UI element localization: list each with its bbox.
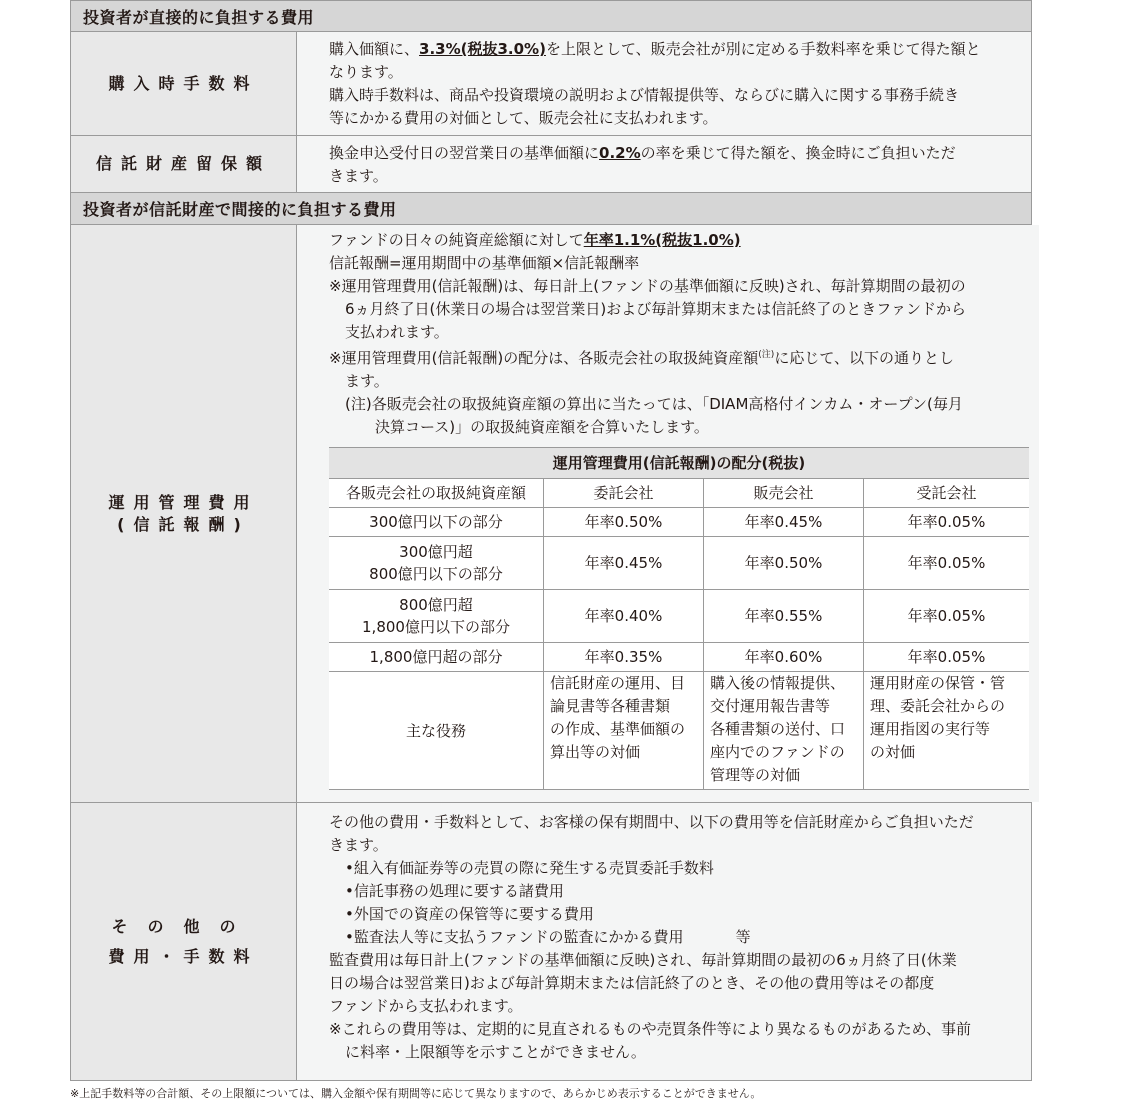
table-row: 800億円超 1,800億円以下の部分 年率0.40% 年率0.55% 年率0.05% <box>329 590 1029 643</box>
list-item: •組入有価証券等の売買の際に発生する売買委託手数料 <box>345 859 714 877</box>
row-other-fees <box>70 803 1032 1081</box>
label-purchase-fee: 購入時手数料 <box>71 32 297 135</box>
content-other-fees: その他の費用・手数料として、お客様の保有期間中、以下の費用等を信託財産からご負担いただ きます。 •組入有価証券等の売買の際に発生する売買委託手数料 •信託事務の処理に要する諸費用 •外国での資産の保管等に要する費用 •監査法人等に支払うファンドの監査にかかる費用 等 監査費用は毎日計上(ファンドの基準価額に反映)され、毎計算期間の最初の6ヵ月終了日(休業 日の場合は翌営業日)および毎計算期末または信託終了のとき、その他の費用等はその都度 ファンドから支払われます。 ※これらの費用等は、定期的に見直されるものや売買条件等により異なるものがあるため、事前 に料率・上限額等を示すことができません。 <box>297 803 1031 1080</box>
table-header-row: 各販売会社の取扱純資産額 委託会社 販売会社 受託会社 <box>329 479 1029 508</box>
list-item: •外国での資産の保管等に要する費用 <box>345 905 594 923</box>
section-header-indirect: 投資者が信託財産で間接的に負担する費用 <box>70 193 1032 225</box>
content-retention: 換金申込受付日の翌営業日の基準価額に0.2%の率を乗じて得た額を、換金時にご負担いただ きます。 <box>297 136 1031 192</box>
footnote-net-assets: (注)各販売会社の取扱純資産額の算出に当たっては、「DIAM高格付インカム・オープン(毎月 決算コース)」の取扱純資産額を合算いたします。 <box>345 395 963 436</box>
table-caption: 運用管理費用(信託報酬)の配分(税抜) <box>329 448 1029 479</box>
footer-note: ※上記手数料等の合計額、その上限額については、購入金額や保有期間等に応じて異なりますので、あらかじめ表示することができません。 <box>70 1087 762 1100</box>
purchase-fee-rate: 3.3%(税抜3.0%) <box>419 40 546 58</box>
list-item: •監査法人等に支払うファンドの監査にかかる費用 等 <box>345 928 751 946</box>
retention-rate: 0.2% <box>599 144 641 162</box>
fee-allocation-table <box>329 447 1029 790</box>
management-fee-rate: 年率1.1%(税抜1.0%) <box>583 231 741 249</box>
table-row-roles: 主な役務 信託財産の運用、目 論見書等各種書類 の作成、基準価額の 算出等の対価 購入後の情報提供、 交付運用報告書等 各種書類の送付、口 座内でのファンドの 管理等の対価 運用財産の保管・管 理、委託会社からの 運用指図の実行等 の対価 <box>329 672 1029 790</box>
section-header-direct: 投資者が直接的に負担する費用 <box>70 0 1032 32</box>
table-row: 1,800億円超の部分 年率0.35% 年率0.60% 年率0.05% <box>329 643 1029 672</box>
list-item: •信託事務の処理に要する諸費用 <box>345 882 564 900</box>
label-management-fee: 運用管理費用 (信託報酬) <box>71 225 297 802</box>
table-row: 300億円以下の部分 年率0.50% 年率0.45% 年率0.05% <box>329 508 1029 537</box>
row-management-fee <box>70 225 1032 803</box>
fee-table <box>70 0 1032 1081</box>
content-purchase-fee: 購入価額に、3.3%(税抜3.0%)を上限として、販売会社が別に定める手数料率を乗じて得た額と なります。 購入時手数料は、商品や投資環境の説明および情報提供等、ならびに購入に関する事務手続き 等にかかる費用の対価として、販売会社に支払われます。 <box>297 32 1031 135</box>
label-other-fees: その他の 費用・手数料 <box>71 803 297 1080</box>
table-row: 300億円超 800億円以下の部分 年率0.45% 年率0.50% 年率0.05% <box>329 537 1029 590</box>
content-management-fee: ファンドの日々の純資産総額に対して年率1.1%(税抜1.0%) 信託報酬=運用期間中の基準価額×信託報酬率 ※運用管理費用(信託報酬)は、毎日計上(ファンドの基準価額に反映)され、毎計算期間の最初の 6ヵ月終了日(休業日の場合は翌営業日)および毎計算期末または信託終了のときファンドから 支払われます。 ※運用管理費用(信託報酬)の配分は、各販売会社の取扱純資産額$^{(注)}$に応じて、以下の通りとし ます。 (注)各販売会社の取扱純資産額の算出に当たっては、「DIAM高格付インカム・オープン(毎月 決算コース)」の取扱純資産額を合算いたします。 運用管理費用(信託報酬)の配分(税抜) 各販売会社の取扱純資産額 委託会社 販売会社 受託会社 300億円以下の部分 年率0.50% 年率0.45% 年率0.05% 300億円超 800億円以下の部分 年率0.45% 年率0.50% 年率0.05% 800億円超 1,800億円以下の部分 年率0.40% 年率0.55% 年率0.05% 1,800億円超の部分 年率0.35% 年率0.60% 年率0.05% 主な役務 信託財産の運用、目 論見書等各種書類 の作成、基準価額の 算出等の対価 購入後の情報提供、 交付運用報告書等 各種書類の送付、口 座内でのファンドの 管理等の対価 運用財産の保管・管 理、委託会社からの 運用指図の実行等 の対価 <box>297 225 1039 802</box>
label-retention: 信託財産留保額 <box>71 136 297 192</box>
row-retention <box>70 136 1032 193</box>
row-purchase-fee <box>70 32 1032 136</box>
